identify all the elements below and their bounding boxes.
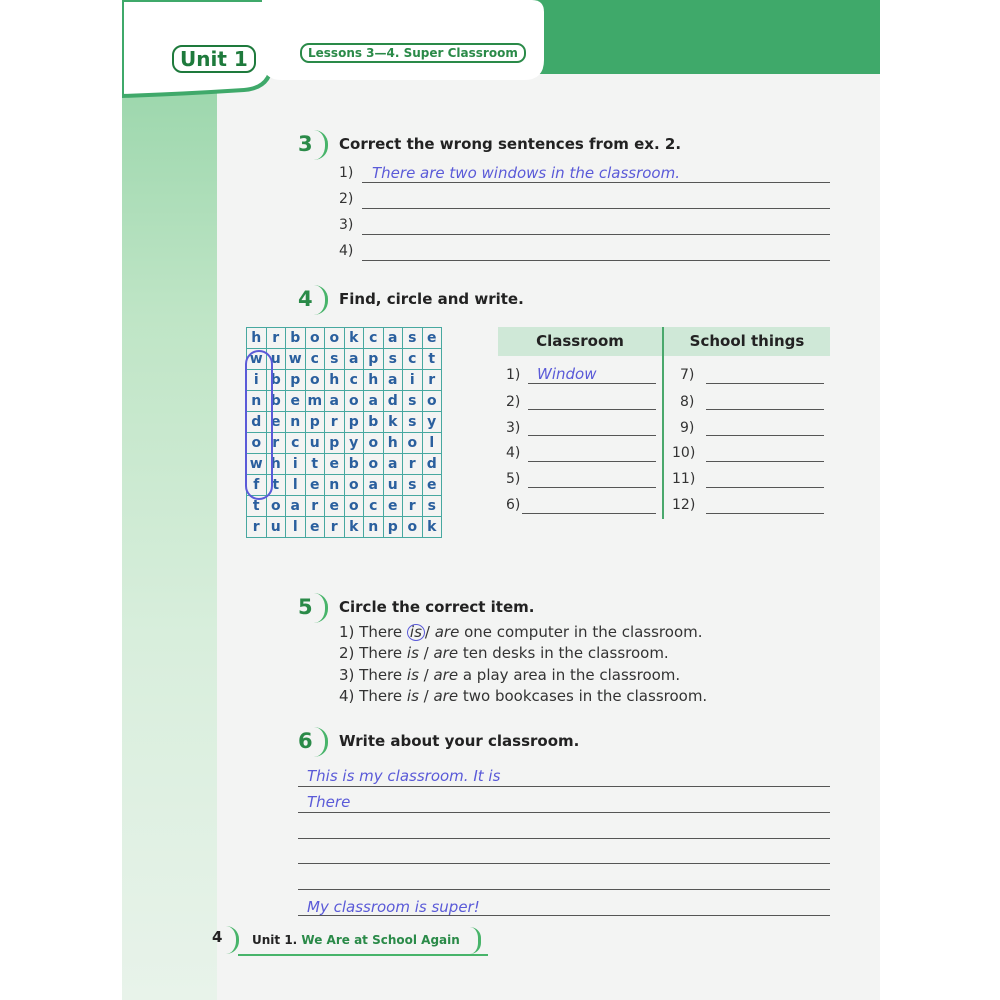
ex3-item-number: 3) bbox=[339, 217, 354, 233]
grid-letter[interactable]: o bbox=[422, 391, 442, 412]
grid-letter[interactable]: t bbox=[266, 475, 286, 496]
grid-letter[interactable]: w bbox=[286, 349, 306, 370]
lesson-tab-shape bbox=[262, 0, 552, 84]
grid-letter[interactable]: h bbox=[247, 328, 267, 349]
grid-letter[interactable]: e bbox=[422, 475, 442, 496]
school-things-item-number: 7) bbox=[680, 367, 695, 383]
grid-letter[interactable]: c bbox=[344, 370, 364, 391]
grid-letter[interactable]: o bbox=[305, 370, 325, 391]
school-things-item-number: 11) bbox=[672, 471, 696, 487]
grid-letter[interactable]: e bbox=[422, 328, 442, 349]
grid-letter[interactable]: p bbox=[286, 370, 306, 391]
grid-letter[interactable]: h bbox=[383, 433, 403, 454]
exercise-5-title: Circle the correct item. bbox=[339, 598, 535, 616]
grid-letter[interactable]: r bbox=[305, 496, 325, 517]
grid-letter[interactable]: o bbox=[247, 433, 267, 454]
grid-letter[interactable]: o bbox=[364, 454, 384, 475]
footer-title bbox=[252, 933, 460, 947]
classroom-item-number: 6) bbox=[506, 497, 521, 513]
ex3-answer-line[interactable] bbox=[362, 182, 830, 183]
exercise-4-title: Find, circle and write. bbox=[339, 290, 524, 308]
ex3-answer-1: There are two windows in the classroom. bbox=[372, 164, 680, 182]
exercise-6-title: Write about your classroom. bbox=[339, 732, 580, 750]
grid-letter[interactable]: s bbox=[325, 349, 345, 370]
page-number: 4 bbox=[212, 928, 223, 946]
classroom-answer-line[interactable] bbox=[528, 435, 656, 436]
grid-letter[interactable]: b bbox=[266, 370, 286, 391]
ex5-sentence-2: 2) There is / are ten desks in the classroom. bbox=[339, 644, 669, 662]
option-are[interactable]: are bbox=[434, 623, 460, 641]
grid-letter[interactable]: t bbox=[247, 496, 267, 517]
classroom-item-number: 1) bbox=[506, 367, 521, 383]
grid-letter[interactable]: d bbox=[247, 412, 267, 433]
grid-letter[interactable]: c bbox=[403, 349, 423, 370]
grid-row bbox=[247, 517, 442, 538]
grid-letter[interactable]: n bbox=[325, 475, 345, 496]
grid-letter[interactable]: u bbox=[383, 475, 403, 496]
grid-row bbox=[247, 454, 442, 475]
grid-letter[interactable]: n bbox=[286, 412, 306, 433]
classroom-item-number: 4) bbox=[506, 445, 521, 461]
grid-row bbox=[247, 433, 442, 454]
grid-letter[interactable]: p bbox=[344, 412, 364, 433]
grid-letter[interactable]: b bbox=[344, 454, 364, 475]
grid-letter[interactable]: h bbox=[325, 370, 345, 391]
school-things-answer-line[interactable] bbox=[706, 461, 824, 462]
grid-letter[interactable]: u bbox=[305, 433, 325, 454]
grid-letter[interactable]: b bbox=[286, 328, 306, 349]
grid-letter[interactable]: s bbox=[422, 496, 442, 517]
grid-letter[interactable]: s bbox=[403, 391, 423, 412]
grid-letter[interactable]: a bbox=[383, 370, 403, 391]
ex6-writing-line[interactable] bbox=[298, 812, 830, 813]
grid-letter[interactable]: y bbox=[422, 412, 442, 433]
grid-letter[interactable]: w bbox=[247, 349, 267, 370]
grid-letter[interactable]: e bbox=[286, 391, 306, 412]
word-search-grid[interactable] bbox=[246, 327, 442, 538]
grid-letter[interactable]: s bbox=[403, 412, 423, 433]
grid-letter[interactable]: s bbox=[403, 328, 423, 349]
grid-letter[interactable]: u bbox=[266, 517, 286, 538]
grid-letter[interactable]: o bbox=[305, 328, 325, 349]
grid-letter[interactable]: p bbox=[383, 517, 403, 538]
footer-unit-title: We Are at School Again bbox=[301, 933, 460, 947]
grid-letter[interactable]: s bbox=[403, 475, 423, 496]
school-things-answer-line[interactable] bbox=[706, 409, 824, 410]
exercise-3-title: Correct the wrong sentences from ex. 2. bbox=[339, 135, 682, 153]
classroom-answer-1: Window bbox=[537, 365, 597, 383]
grid-letter[interactable]: i bbox=[286, 454, 306, 475]
grid-letter[interactable]: n bbox=[247, 391, 267, 412]
ex5-sentence-3: 3) There is / are a play area in the classroom. bbox=[339, 666, 681, 684]
ex6-writing-line[interactable] bbox=[298, 838, 830, 839]
grid-letter[interactable]: i bbox=[247, 370, 267, 391]
school-things-answer-line[interactable] bbox=[706, 383, 824, 384]
grid-letter[interactable]: a bbox=[286, 496, 306, 517]
grid-letter[interactable]: h bbox=[364, 370, 384, 391]
classroom-answer-line[interactable] bbox=[528, 409, 656, 410]
grid-letter[interactable]: b bbox=[364, 412, 384, 433]
grid-letter[interactable]: r bbox=[403, 496, 423, 517]
grid-letter[interactable]: e bbox=[383, 496, 403, 517]
ex6-writing-line[interactable] bbox=[298, 786, 830, 787]
grid-letter[interactable]: o bbox=[325, 328, 345, 349]
side-gradient bbox=[122, 90, 217, 1000]
ex6-line-2-text: There bbox=[307, 793, 351, 811]
grid-letter[interactable]: r bbox=[266, 433, 286, 454]
grid-letter[interactable]: s bbox=[383, 349, 403, 370]
grid-letter[interactable]: o bbox=[403, 433, 423, 454]
grid-letter[interactable]: d bbox=[383, 391, 403, 412]
classroom-item-number: 2) bbox=[506, 394, 521, 410]
grid-letter[interactable]: o bbox=[403, 517, 423, 538]
grid-letter[interactable]: l bbox=[422, 433, 442, 454]
grid-letter[interactable]: e bbox=[325, 454, 345, 475]
option-is[interactable]: is bbox=[406, 666, 419, 684]
grid-letter[interactable]: c bbox=[286, 433, 306, 454]
grid-row bbox=[247, 349, 442, 370]
ex6-writing-line[interactable] bbox=[298, 863, 830, 864]
exercise-3-number: 3 bbox=[298, 132, 328, 162]
grid-letter[interactable]: i bbox=[403, 370, 423, 391]
classroom-answer-line[interactable] bbox=[528, 383, 656, 384]
grid-letter[interactable]: e bbox=[325, 496, 345, 517]
option-are[interactable]: are bbox=[433, 687, 459, 705]
grid-letter[interactable]: r bbox=[266, 328, 286, 349]
school-things-item-number: 12) bbox=[672, 497, 696, 513]
school-things-item-number: 8) bbox=[680, 394, 695, 410]
grid-letter[interactable]: a bbox=[383, 328, 403, 349]
classroom-item-number: 5) bbox=[506, 471, 521, 487]
ex5-sentence-4: 4) There is / are two bookcases in the classroom. bbox=[339, 687, 708, 705]
grid-letter[interactable]: r bbox=[325, 412, 345, 433]
grid-letter[interactable]: a bbox=[325, 391, 345, 412]
grid-letter[interactable]: w bbox=[247, 454, 267, 475]
unit-label: Unit 1 bbox=[172, 45, 256, 73]
school-things-answer-line[interactable] bbox=[706, 487, 824, 488]
option-is[interactable]: is bbox=[406, 644, 419, 662]
lesson-label: Lessons 3—4. Super Classroom bbox=[300, 43, 526, 63]
grid-letter[interactable]: e bbox=[266, 412, 286, 433]
grid-letter[interactable]: p bbox=[305, 412, 325, 433]
classroom-item-number: 3) bbox=[506, 420, 521, 436]
school-things-answer-line[interactable] bbox=[706, 513, 824, 514]
ex3-item-number: 4) bbox=[339, 243, 354, 259]
grid-letter[interactable]: r bbox=[247, 517, 267, 538]
option-is[interactable]: is bbox=[406, 687, 419, 705]
grid-letter[interactable]: a bbox=[344, 349, 364, 370]
grid-letter[interactable]: o bbox=[344, 496, 364, 517]
ex3-item-number: 1) bbox=[339, 165, 354, 181]
ex6-line-1-text: This is my classroom. It is bbox=[307, 767, 501, 785]
classroom-answer-line[interactable] bbox=[528, 461, 656, 462]
grid-letter[interactable]: r bbox=[403, 454, 423, 475]
grid-letter[interactable]: a bbox=[364, 475, 384, 496]
grid-letter[interactable]: o bbox=[344, 475, 364, 496]
column-header-classroom: Classroom bbox=[498, 327, 662, 356]
grid-letter[interactable]: k bbox=[344, 328, 364, 349]
grid-letter[interactable]: t bbox=[422, 349, 442, 370]
table-divider bbox=[662, 327, 664, 519]
grid-letter[interactable]: r bbox=[422, 370, 442, 391]
school-things-item-number: 10) bbox=[672, 445, 696, 461]
grid-letter[interactable]: o bbox=[344, 391, 364, 412]
grid-letter[interactable]: y bbox=[344, 433, 364, 454]
grid-row bbox=[247, 496, 442, 517]
grid-letter[interactable]: p bbox=[325, 433, 345, 454]
grid-letter[interactable]: k bbox=[422, 517, 442, 538]
grid-row bbox=[247, 391, 442, 412]
option-are[interactable]: are bbox=[433, 666, 459, 684]
grid-row bbox=[247, 475, 442, 496]
exercise-5-number: 5 bbox=[298, 595, 328, 625]
school-things-item-number: 9) bbox=[680, 420, 695, 436]
ex5-sentence-1: 1) There is / are one computer in the classroom. bbox=[339, 623, 703, 641]
grid-letter[interactable]: h bbox=[266, 454, 286, 475]
grid-letter[interactable]: o bbox=[266, 496, 286, 517]
grid-letter[interactable]: c bbox=[305, 349, 325, 370]
grid-letter[interactable]: e bbox=[305, 517, 325, 538]
footer-underline bbox=[238, 954, 488, 956]
exercise-6-number: 6 bbox=[298, 729, 328, 759]
exercise-4-number: 4 bbox=[298, 287, 328, 317]
school-things-answer-line[interactable] bbox=[706, 435, 824, 436]
grid-letter[interactable]: k bbox=[344, 517, 364, 538]
circled-word-window bbox=[245, 350, 273, 500]
ex6-line-6-text: My classroom is super! bbox=[307, 898, 480, 916]
ex3-answer-line[interactable] bbox=[362, 260, 830, 261]
grid-letter[interactable]: f bbox=[247, 475, 267, 496]
grid-letter[interactable]: a bbox=[383, 454, 403, 475]
grid-row bbox=[247, 412, 442, 433]
grid-letter[interactable]: c bbox=[364, 496, 384, 517]
ex6-writing-line[interactable] bbox=[298, 915, 830, 916]
grid-letter[interactable]: l bbox=[286, 475, 306, 496]
grid-letter[interactable]: u bbox=[266, 349, 286, 370]
ex3-item-number: 2) bbox=[339, 191, 354, 207]
grid-letter[interactable]: k bbox=[383, 412, 403, 433]
grid-row bbox=[247, 370, 442, 391]
footer-unit: Unit 1. bbox=[252, 933, 298, 947]
grid-letter[interactable]: n bbox=[364, 517, 384, 538]
ex6-writing-line[interactable] bbox=[298, 889, 830, 890]
ex3-answer-line[interactable] bbox=[362, 208, 830, 209]
ex3-answer-line[interactable] bbox=[362, 234, 830, 235]
classroom-answer-line[interactable] bbox=[522, 513, 656, 514]
grid-letter[interactable]: m bbox=[305, 391, 325, 412]
grid-letter[interactable]: t bbox=[305, 454, 325, 475]
circled-option[interactable]: is bbox=[407, 624, 425, 641]
classroom-answer-line[interactable] bbox=[528, 487, 656, 488]
grid-letter[interactable]: b bbox=[266, 391, 286, 412]
grid-row bbox=[247, 328, 442, 349]
column-header-school-things: School things bbox=[664, 327, 830, 356]
grid-letter[interactable]: e bbox=[305, 475, 325, 496]
grid-letter[interactable]: p bbox=[364, 349, 384, 370]
grid-letter[interactable]: o bbox=[364, 433, 384, 454]
grid-letter[interactable]: c bbox=[364, 328, 384, 349]
grid-letter[interactable]: r bbox=[325, 517, 345, 538]
grid-letter[interactable]: l bbox=[286, 517, 306, 538]
grid-letter[interactable]: d bbox=[422, 454, 442, 475]
option-are[interactable]: are bbox=[433, 644, 459, 662]
grid-letter[interactable]: a bbox=[364, 391, 384, 412]
